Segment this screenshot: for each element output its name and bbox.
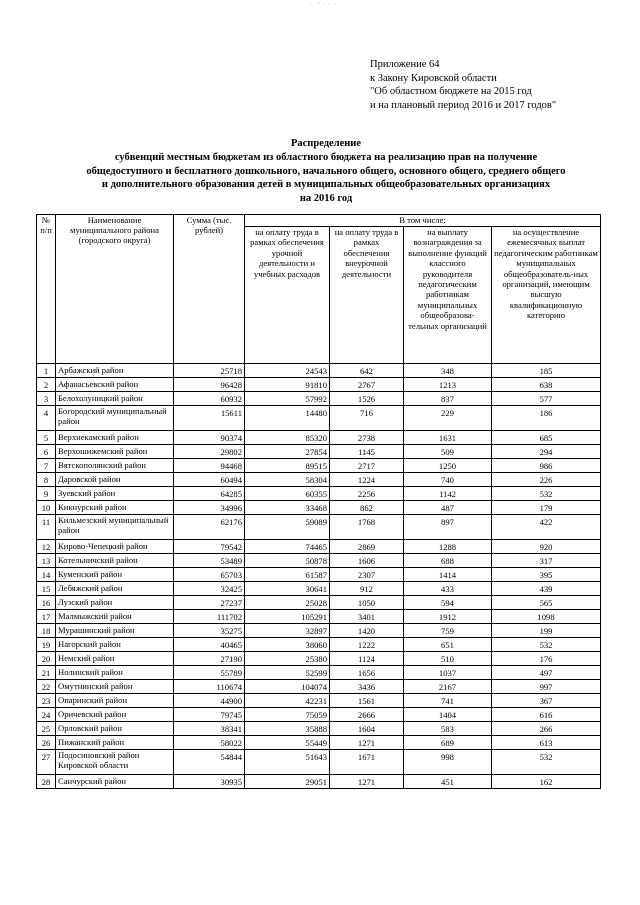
row-number: 19 <box>37 638 56 652</box>
appendix-line: "Об областном бюджете на 2015 год <box>370 86 532 97</box>
row-qualification: 199 <box>492 624 601 638</box>
row-class-teacher: 688 <box>404 554 492 568</box>
table-row <box>37 638 601 652</box>
row-class-teacher: 509 <box>404 445 492 459</box>
row-sum: 32425 <box>174 582 245 596</box>
distribution-table <box>36 214 601 789</box>
row-number: 21 <box>37 666 56 680</box>
row-number: 1 <box>37 364 56 378</box>
table-row <box>37 652 601 666</box>
row-class-teacher: 510 <box>404 652 492 666</box>
row-number: 6 <box>37 445 56 459</box>
row-sum: 55789 <box>174 666 245 680</box>
row-class-teacher: 1404 <box>404 708 492 722</box>
row-sum: 27190 <box>174 652 245 666</box>
header-sub-lessons: на оплату труда в рамках обеспечения урочной деятельности и учебных расходов <box>245 227 330 364</box>
row-number: 23 <box>37 694 56 708</box>
row-district-name: Немский район <box>56 652 174 666</box>
row-extracurricular: 2666 <box>330 708 404 722</box>
row-number: 7 <box>37 459 56 473</box>
table-row <box>37 750 601 775</box>
row-number: 15 <box>37 582 56 596</box>
row-class-teacher: 759 <box>404 624 492 638</box>
row-extracurricular: 1271 <box>330 775 404 789</box>
row-district-name: Пижанский район <box>56 736 174 750</box>
row-sum: 15611 <box>174 406 245 431</box>
row-qualification: 186 <box>492 406 601 431</box>
header-including: В том числе: <box>245 215 601 227</box>
row-district-name: Верхнекамский район <box>56 431 174 445</box>
row-qualification: 565 <box>492 596 601 610</box>
row-district-name: Верхошижемский район <box>56 445 174 459</box>
row-extracurricular: 2738 <box>330 431 404 445</box>
row-lessons: 58304 <box>245 473 330 487</box>
row-number: 24 <box>37 708 56 722</box>
table-row <box>37 596 601 610</box>
row-class-teacher: 897 <box>404 515 492 540</box>
header-num: № п/п <box>37 215 56 364</box>
row-district-name: Мурашинский район <box>56 624 174 638</box>
row-sum: 40465 <box>174 638 245 652</box>
row-lessons: 89515 <box>245 459 330 473</box>
appendix-line: к Закону Кировской области <box>370 72 497 84</box>
row-number: 12 <box>37 540 56 554</box>
row-lessons: 91810 <box>245 378 330 392</box>
row-sum: 96428 <box>174 378 245 392</box>
row-number: 20 <box>37 652 56 666</box>
row-class-teacher: 837 <box>404 392 492 406</box>
row-number: 3 <box>37 392 56 406</box>
row-lessons: 30641 <box>245 582 330 596</box>
row-lessons: 29051 <box>245 775 330 789</box>
header-sub-class-teacher: на выплату вознаграждения за выполнение функций классного руководителя педагогическим работникам муниципальных общеобразова-тельных организаций <box>404 227 492 364</box>
row-qualification: 997 <box>492 680 601 694</box>
row-extracurricular: 862 <box>330 501 404 515</box>
row-class-teacher: 583 <box>404 722 492 736</box>
row-qualification: 266 <box>492 722 601 736</box>
row-qualification: 185 <box>492 364 601 378</box>
row-qualification: 613 <box>492 736 601 750</box>
row-extracurricular: 1604 <box>330 722 404 736</box>
row-class-teacher: 433 <box>404 582 492 596</box>
table-row <box>37 582 601 596</box>
table-row <box>37 487 601 501</box>
row-extracurricular: 912 <box>330 582 404 596</box>
row-class-teacher: 348 <box>404 364 492 378</box>
table-row <box>37 610 601 624</box>
row-district-name: Белохолуницкий район <box>56 392 174 406</box>
title-line: общедоступного и бесплатного дошкольного, начального общего, основного общего, среднего общего <box>86 165 566 177</box>
row-district-name: Оричевский район <box>56 708 174 722</box>
row-district-name: Куменский район <box>56 568 174 582</box>
row-qualification: 532 <box>492 487 601 501</box>
table-row <box>37 624 601 638</box>
row-extracurricular: 1606 <box>330 554 404 568</box>
row-sum: 54844 <box>174 750 245 775</box>
row-qualification: 577 <box>492 392 601 406</box>
row-lessons: 25028 <box>245 596 330 610</box>
row-class-teacher: 1213 <box>404 378 492 392</box>
row-lessons: 51643 <box>245 750 330 775</box>
appendix-line: и на плановый период 2016 и 2017 годов" <box>370 99 557 111</box>
row-qualification: 162 <box>492 775 601 789</box>
scan-artifact: · ·' · · · <box>310 2 338 8</box>
row-qualification: 226 <box>492 473 601 487</box>
row-extracurricular: 1420 <box>330 624 404 638</box>
row-sum: 62176 <box>174 515 245 540</box>
table-row <box>37 554 601 568</box>
row-sum: 38341 <box>174 722 245 736</box>
row-lessons: 57992 <box>245 392 330 406</box>
header-sub-extracurricular: на оплату труда в рамках обеспечения внеурочной деятельности <box>330 227 404 364</box>
row-number: 27 <box>37 750 56 775</box>
row-extracurricular: 1671 <box>330 750 404 775</box>
row-district-name: Нолинский район <box>56 666 174 680</box>
row-sum: 25718 <box>174 364 245 378</box>
row-sum: 110674 <box>174 680 245 694</box>
table-row <box>37 775 601 789</box>
table-row <box>37 680 601 694</box>
row-district-name: Санчурский район <box>56 775 174 789</box>
row-sum: 35275 <box>174 624 245 638</box>
row-lessons: 75059 <box>245 708 330 722</box>
table-row <box>37 459 601 473</box>
row-sum: 64285 <box>174 487 245 501</box>
table-row <box>37 722 601 736</box>
table-row <box>37 501 601 515</box>
row-qualification: 179 <box>492 501 601 515</box>
row-extracurricular: 3436 <box>330 680 404 694</box>
row-sum: 58022 <box>174 736 245 750</box>
row-district-name: Нагорский район <box>56 638 174 652</box>
row-extracurricular: 1222 <box>330 638 404 652</box>
table-row <box>37 568 601 582</box>
row-lessons: 55449 <box>245 736 330 750</box>
row-number: 18 <box>37 624 56 638</box>
row-district-name: Даровской район <box>56 473 174 487</box>
row-number: 22 <box>37 680 56 694</box>
header-sum: Сумма (тыс. рублей) <box>174 215 245 364</box>
row-extracurricular: 2717 <box>330 459 404 473</box>
row-class-teacher: 594 <box>404 596 492 610</box>
row-sum: 44900 <box>174 694 245 708</box>
table-row <box>37 392 601 406</box>
row-qualification: 439 <box>492 582 601 596</box>
table-row <box>37 473 601 487</box>
table-row <box>37 364 601 378</box>
row-number: 14 <box>37 568 56 582</box>
header-sub-qualification: на осуществление ежемесячных выплат педагогическим работникам муниципальных общеобразователь-ных организаций, имеющим высшую квалификационную категорию <box>492 227 601 364</box>
row-district-name: Подосиновский район Кировской области <box>56 750 174 775</box>
row-class-teacher: 741 <box>404 694 492 708</box>
row-extracurricular: 1145 <box>330 445 404 459</box>
row-number: 4 <box>37 406 56 431</box>
row-sum: 90374 <box>174 431 245 445</box>
row-number: 26 <box>37 736 56 750</box>
row-sum: 29802 <box>174 445 245 459</box>
row-district-name: Кирово-Чепецкий район <box>56 540 174 554</box>
row-lessons: 24543 <box>245 364 330 378</box>
row-lessons: 60355 <box>245 487 330 501</box>
row-lessons: 35888 <box>245 722 330 736</box>
row-class-teacher: 1912 <box>404 610 492 624</box>
row-sum: 34996 <box>174 501 245 515</box>
row-number: 5 <box>37 431 56 445</box>
title-line: Распределение <box>290 138 362 149</box>
row-extracurricular: 1050 <box>330 596 404 610</box>
row-number: 8 <box>37 473 56 487</box>
appendix-line: Приложение 64 <box>370 59 440 70</box>
row-lessons: 14480 <box>245 406 330 431</box>
row-district-name: Лузский район <box>56 596 174 610</box>
row-extracurricular: 3401 <box>330 610 404 624</box>
row-class-teacher: 1288 <box>404 540 492 554</box>
table-row <box>37 708 601 722</box>
row-sum: 27237 <box>174 596 245 610</box>
row-extracurricular: 2869 <box>330 540 404 554</box>
row-number: 17 <box>37 610 56 624</box>
row-lessons: 52599 <box>245 666 330 680</box>
row-number: 2 <box>37 378 56 392</box>
row-number: 10 <box>37 501 56 515</box>
row-qualification: 317 <box>492 554 601 568</box>
row-extracurricular: 1271 <box>330 736 404 750</box>
row-lessons: 85320 <box>245 431 330 445</box>
row-number: 11 <box>37 515 56 540</box>
row-lessons: 25380 <box>245 652 330 666</box>
row-district-name: Орловский район <box>56 722 174 736</box>
row-class-teacher: 740 <box>404 473 492 487</box>
row-district-name: Малмыжский район <box>56 610 174 624</box>
document-title <box>70 137 582 206</box>
row-number: 28 <box>37 775 56 789</box>
row-number: 9 <box>37 487 56 501</box>
row-extracurricular: 2767 <box>330 378 404 392</box>
row-class-teacher: 1414 <box>404 568 492 582</box>
row-qualification: 176 <box>492 652 601 666</box>
row-class-teacher: 651 <box>404 638 492 652</box>
row-lessons: 50878 <box>245 554 330 568</box>
row-qualification: 638 <box>492 378 601 392</box>
header-name: Наименование муниципального района (городского округа) <box>56 215 174 364</box>
table-row <box>37 431 601 445</box>
row-extracurricular: 1124 <box>330 652 404 666</box>
row-qualification: 986 <box>492 459 601 473</box>
row-district-name: Афанасьевский район <box>56 378 174 392</box>
appendix-note <box>370 58 556 112</box>
row-district-name: Кикнурский район <box>56 501 174 515</box>
row-district-name: Арбажский район <box>56 364 174 378</box>
row-number: 25 <box>37 722 56 736</box>
row-qualification: 367 <box>492 694 601 708</box>
row-extracurricular: 2307 <box>330 568 404 582</box>
row-class-teacher: 1631 <box>404 431 492 445</box>
row-qualification: 395 <box>492 568 601 582</box>
row-sum: 30935 <box>174 775 245 789</box>
row-extracurricular: 2256 <box>330 487 404 501</box>
table-row <box>37 515 601 540</box>
row-sum: 60932 <box>174 392 245 406</box>
table-row <box>37 540 601 554</box>
row-district-name: Котельничский район <box>56 554 174 568</box>
row-qualification: 920 <box>492 540 601 554</box>
row-district-name: Вятскополянский район <box>56 459 174 473</box>
row-sum: 94468 <box>174 459 245 473</box>
row-number: 13 <box>37 554 56 568</box>
row-district-name: Богородский муниципальный район <box>56 406 174 431</box>
row-extracurricular: 716 <box>330 406 404 431</box>
row-extracurricular: 1561 <box>330 694 404 708</box>
row-qualification: 294 <box>492 445 601 459</box>
table-row <box>37 694 601 708</box>
row-sum: 79745 <box>174 708 245 722</box>
row-class-teacher: 689 <box>404 736 492 750</box>
row-sum: 79542 <box>174 540 245 554</box>
row-qualification: 1098 <box>492 610 601 624</box>
table-row <box>37 406 601 431</box>
row-district-name: Зуевский район <box>56 487 174 501</box>
row-district-name: Омутнинский район <box>56 680 174 694</box>
row-qualification: 532 <box>492 750 601 775</box>
row-qualification: 616 <box>492 708 601 722</box>
row-class-teacher: 487 <box>404 501 492 515</box>
row-qualification: 685 <box>492 431 601 445</box>
table-row <box>37 666 601 680</box>
row-lessons: 61587 <box>245 568 330 582</box>
row-class-teacher: 229 <box>404 406 492 431</box>
row-lessons: 74465 <box>245 540 330 554</box>
row-qualification: 422 <box>492 515 601 540</box>
row-extracurricular: 1526 <box>330 392 404 406</box>
row-class-teacher: 451 <box>404 775 492 789</box>
row-district-name: Опаринский район <box>56 694 174 708</box>
row-lessons: 33468 <box>245 501 330 515</box>
row-class-teacher: 2167 <box>404 680 492 694</box>
row-lessons: 104074 <box>245 680 330 694</box>
row-class-teacher: 1037 <box>404 666 492 680</box>
row-sum: 60494 <box>174 473 245 487</box>
row-extracurricular: 642 <box>330 364 404 378</box>
row-lessons: 27854 <box>245 445 330 459</box>
row-lessons: 38060 <box>245 638 330 652</box>
row-lessons: 105291 <box>245 610 330 624</box>
row-lessons: 42231 <box>245 694 330 708</box>
title-line: субвенций местным бюджетам из областного бюджета на реализацию прав на получение <box>114 151 538 163</box>
table-row <box>37 445 601 459</box>
row-class-teacher: 998 <box>404 750 492 775</box>
row-class-teacher: 1142 <box>404 487 492 501</box>
row-qualification: 497 <box>492 666 601 680</box>
row-extracurricular: 1224 <box>330 473 404 487</box>
row-lessons: 32897 <box>245 624 330 638</box>
row-number: 16 <box>37 596 56 610</box>
title-line: и дополнительного образования детей в муниципальных общеобразовательных организациях <box>101 179 551 191</box>
table-row <box>37 736 601 750</box>
row-qualification: 532 <box>492 638 601 652</box>
table-row <box>37 378 601 392</box>
row-lessons: 59089 <box>245 515 330 540</box>
row-district-name: Кильмезский муниципальный район <box>56 515 174 540</box>
row-class-teacher: 1250 <box>404 459 492 473</box>
row-extracurricular: 1656 <box>330 666 404 680</box>
row-extracurricular: 1768 <box>330 515 404 540</box>
row-sum: 65703 <box>174 568 245 582</box>
row-sum: 53489 <box>174 554 245 568</box>
row-sum: 111702 <box>174 610 245 624</box>
row-district-name: Лебяжский район <box>56 582 174 596</box>
title-line: на 2016 год <box>299 193 353 205</box>
